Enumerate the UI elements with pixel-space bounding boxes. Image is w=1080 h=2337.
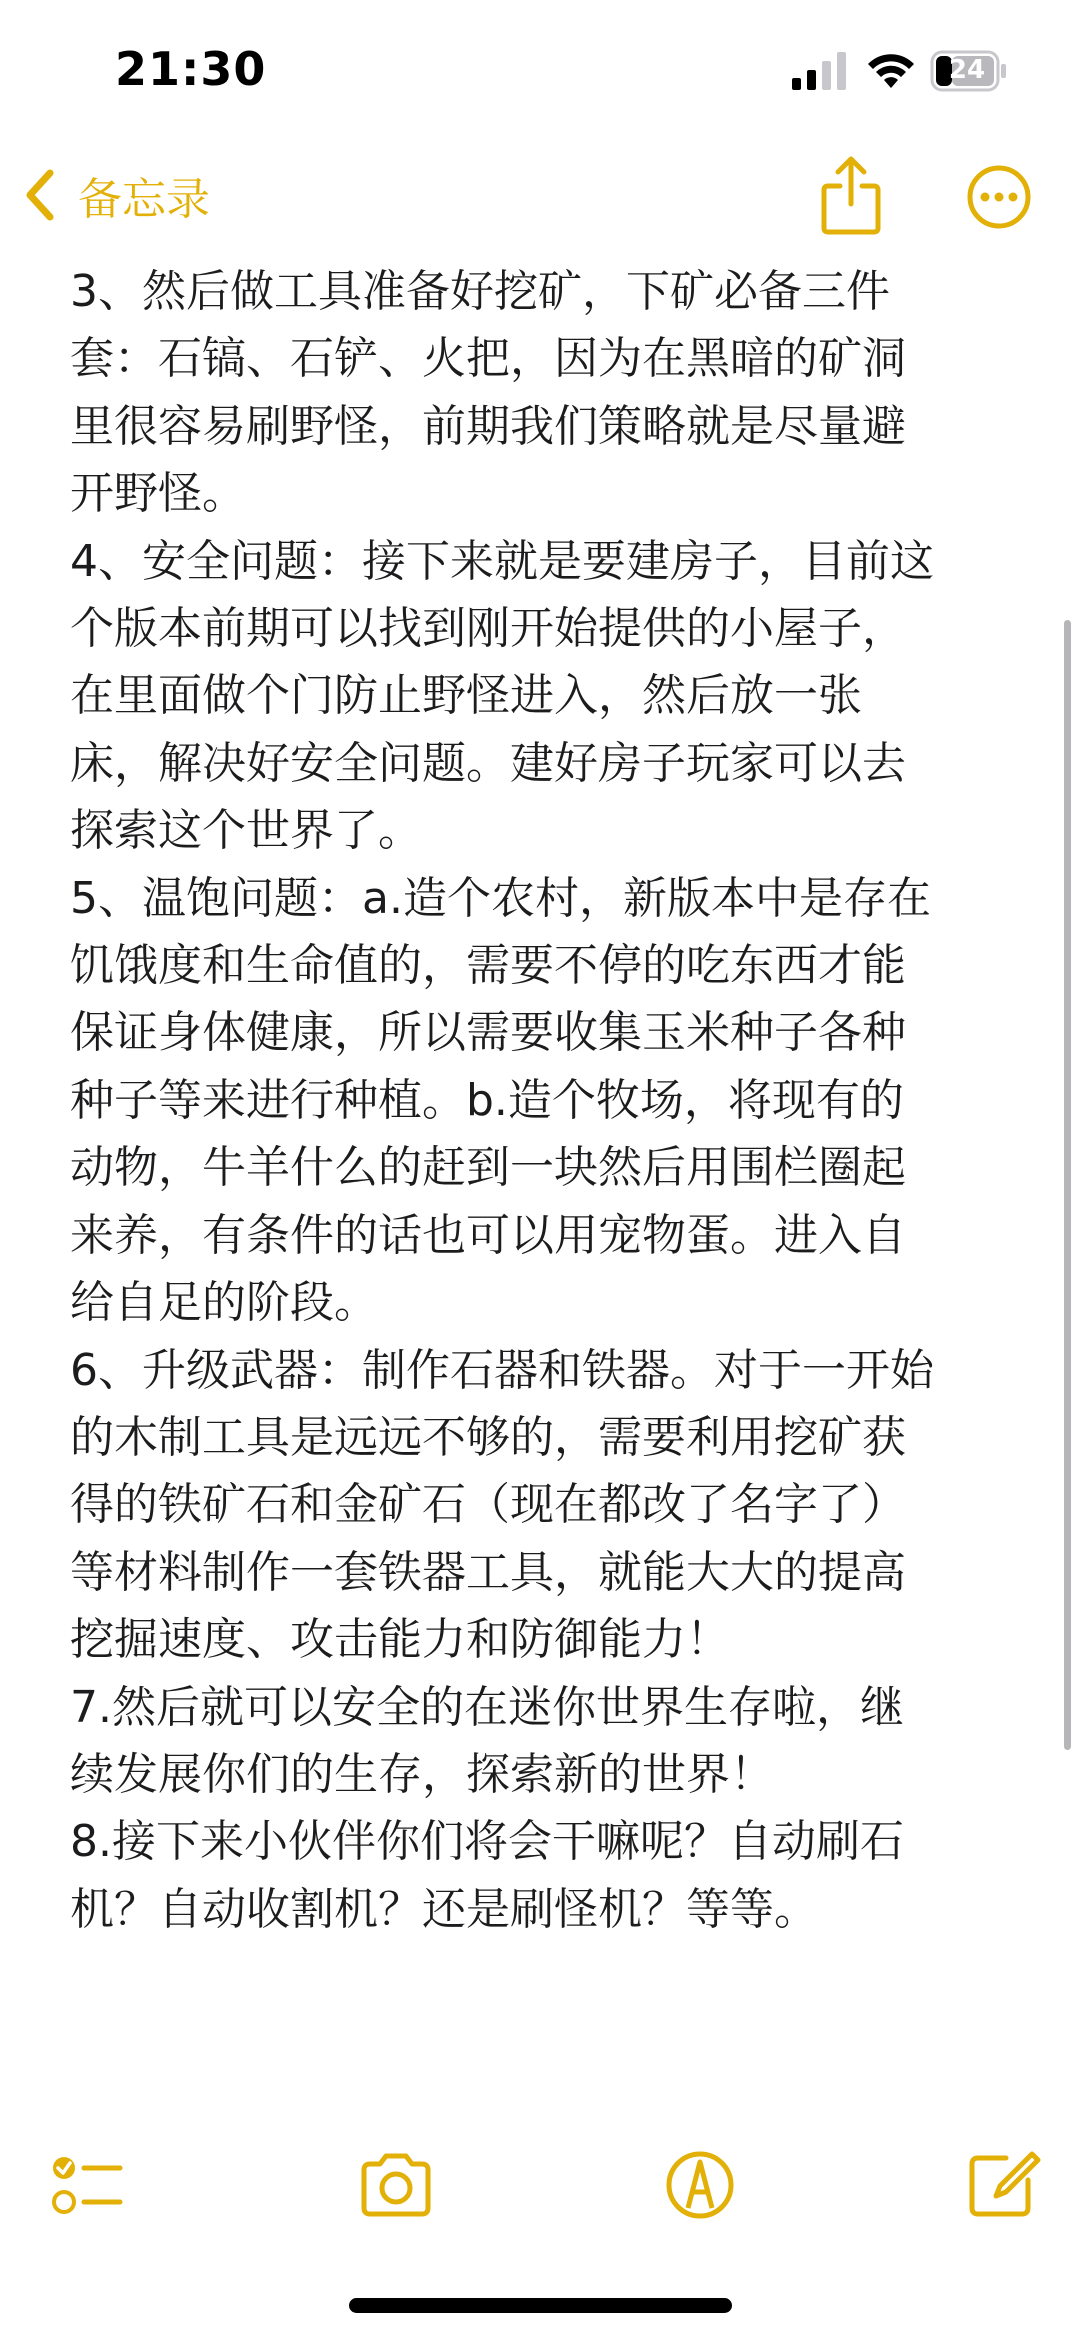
note-line: 个版本前期可以找到刚开始提供的小屋子， (70, 603, 906, 655)
note-line: 得的铁矿石和金矿石（现在都改了名字了） (70, 1479, 906, 1531)
note-line: 种子等来进行种植。b.造个牧场，将现有的 (70, 1074, 904, 1126)
note-line: 4、安全问题：接下来就是要建房子，目前这 (70, 535, 934, 587)
note-line: 在里面做个门防止野怪进入，然后放一张 (70, 670, 862, 722)
note-line: 饥饿度和生命值的，需要不停的吃东西才能 (70, 940, 906, 992)
note-line: 6、升级武器：制作石器和铁器。对于一开始 (70, 1344, 934, 1396)
bottom-toolbar (0, 2130, 1080, 2240)
status-time: 21:30 (115, 42, 267, 96)
checklist-icon[interactable] (50, 2150, 130, 2220)
scroll-indicator[interactable] (1064, 620, 1071, 1750)
status-bar (0, 0, 1080, 140)
more-icon[interactable] (966, 164, 1032, 230)
note-line: 探索这个世界了。 (70, 805, 422, 857)
note-line: 给自足的阶段。 (70, 1277, 378, 1329)
home-indicator[interactable] (349, 2298, 732, 2313)
note-line: 里很容易刷野怪，前期我们策略就是尽量避 (70, 400, 906, 452)
note-line: 来养，有条件的话也可以用宠物蛋。进入自 (70, 1209, 906, 1261)
note-line: 等材料制作一套铁器工具，就能大大的提高 (70, 1546, 906, 1598)
nav-bar (0, 140, 1080, 250)
note-line: 的木制工具是远远不够的，需要利用挖矿获 (70, 1411, 906, 1463)
note-line: 床，解决好安全问题。建好房子玩家可以去 (70, 737, 906, 789)
battery-level: 24 (948, 55, 986, 85)
share-icon[interactable] (818, 154, 884, 238)
note-body[interactable] (70, 258, 1020, 1943)
note-line: 续发展你们的生存，探索新的世界！ (70, 1748, 774, 1800)
note-line: 5、温饱问题：a.造个农村，新版本中是存在 (70, 872, 931, 924)
note-line: 动物，牛羊什么的赶到一块然后用围栏圈起 (70, 1142, 906, 1194)
camera-icon[interactable] (356, 2150, 436, 2220)
chevron-left-icon (20, 165, 60, 225)
markup-pen-icon[interactable] (660, 2150, 740, 2220)
note-line: 开野怪。 (70, 468, 246, 520)
note-line: 8.接下来小伙伴你们将会干嘛呢？自动刷石 (70, 1816, 904, 1868)
note-line: 保证身体健康，所以需要收集玉米种子各种 (70, 1007, 906, 1059)
back-label: 备忘录 (78, 174, 210, 225)
compose-icon[interactable] (964, 2150, 1044, 2220)
back-button[interactable] (20, 160, 210, 230)
note-line: 3、然后做工具准备好挖矿，下矿必备三件 (70, 266, 890, 317)
note-line: 挖掘速度、攻击能力和防御能力！ (70, 1614, 730, 1666)
note-line: 套：石镐、石铲、火把，因为在黑暗的矿洞 (70, 333, 906, 385)
note-line: 机？自动收割机？还是刷怪机？等等。 (70, 1883, 818, 1935)
wifi-icon (866, 50, 916, 90)
signal-icon (790, 50, 850, 90)
note-line: 7.然后就可以安全的在迷你世界生存啦，继 (70, 1681, 904, 1733)
